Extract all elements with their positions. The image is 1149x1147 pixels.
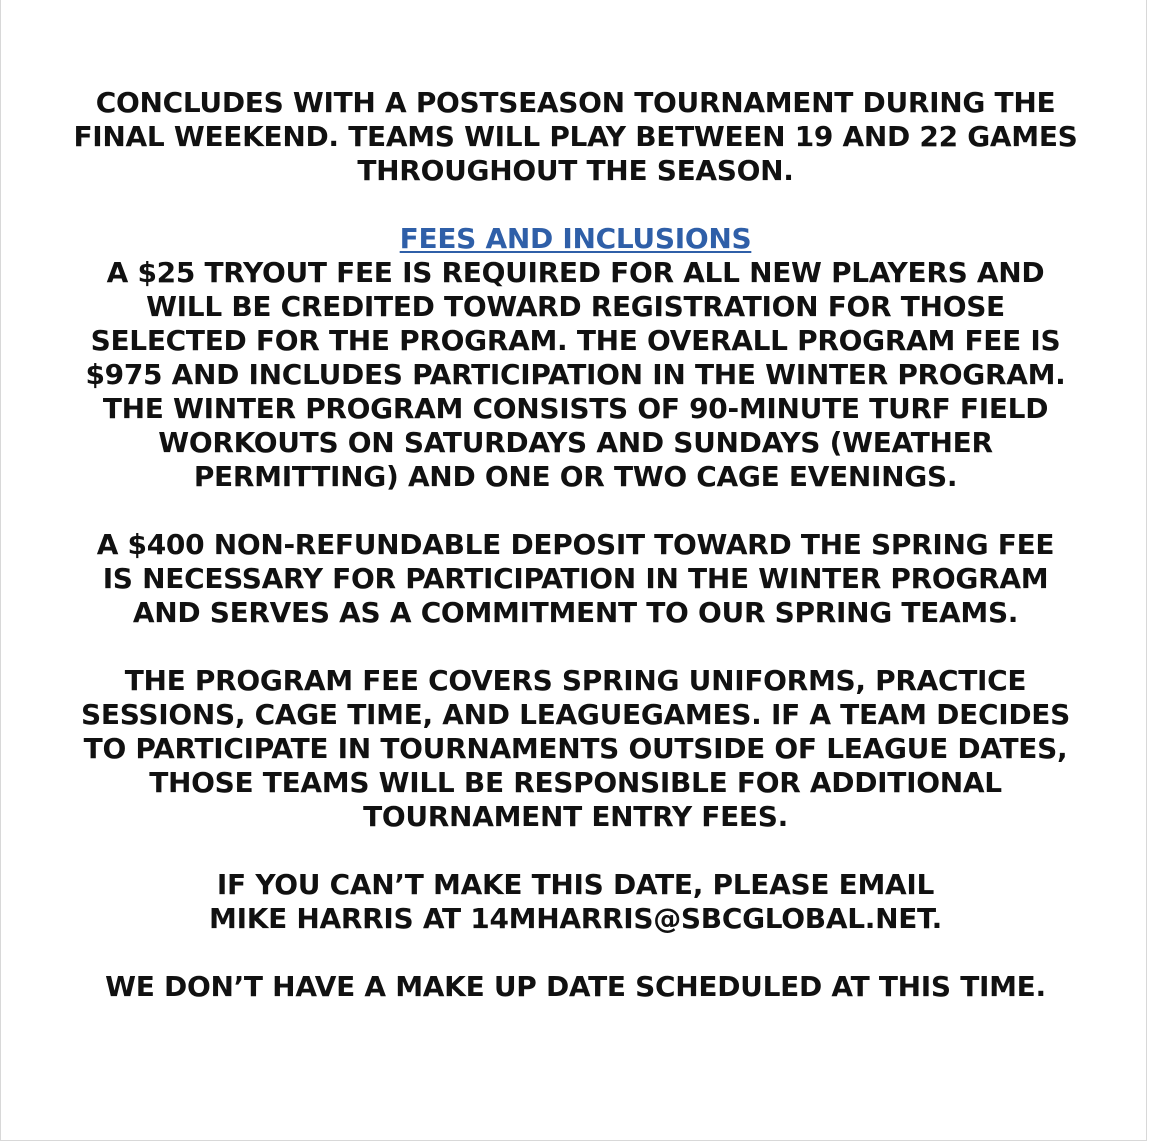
coverage-paragraph	[1, 664, 1149, 834]
document-body	[1, 86, 1149, 1038]
coverage-line: TOURNAMENT ENTRY FEES.	[363, 800, 788, 833]
makeup-line: WE DON’T HAVE A MAKE UP DATE SCHEDULED AT THIS TIME.	[105, 970, 1046, 1003]
contact-paragraph	[1, 868, 1149, 936]
intro-line: THROUGHOUT THE SEASON.	[357, 154, 794, 187]
intro-paragraph	[1, 86, 1149, 188]
fees-line: $975 AND INCLUDES PARTICIPATION IN THE WINTER PROGRAM.	[85, 358, 1066, 391]
deposit-line: A $400 NON-REFUNDABLE DEPOSIT TOWARD THE SPRING FEE	[96, 528, 1055, 561]
fees-line: THE WINTER PROGRAM CONSISTS OF 90-MINUTE TURF FIELD	[102, 392, 1049, 425]
coverage-line: TO PARTICIPATE IN TOURNAMENTS OUTSIDE OF LEAGUE DATES,	[83, 732, 1068, 765]
coverage-line: THOSE TEAMS WILL BE RESPONSIBLE FOR ADDITIONAL	[149, 766, 1002, 799]
intro-line: FINAL WEEKEND. TEAMS WILL PLAY BETWEEN 19 AND 22 GAMES	[73, 120, 1078, 153]
coverage-line: THE PROGRAM FEE COVERS SPRING UNIFORMS, PRACTICE	[124, 664, 1027, 697]
deposit-line: IS NECESSARY FOR PARTICIPATION IN THE WINTER PROGRAM	[102, 562, 1049, 595]
contact-line: IF YOU CAN’T MAKE THIS DATE, PLEASE EMAIL	[216, 868, 935, 901]
makeup-paragraph	[1, 970, 1149, 1004]
fees-section	[1, 222, 1149, 494]
fees-line: WILL BE CREDITED TOWARD REGISTRATION FOR THOSE	[146, 290, 1005, 323]
coverage-line: SESSIONS, CAGE TIME, AND LEAGUEGAMES. IF A TEAM DECIDES	[81, 698, 1070, 731]
contact-line: MIKE HARRIS AT 14MHARRIS@SBCGLOBAL.NET.	[209, 902, 942, 935]
intro-line: CONCLUDES WITH A POSTSEASON TOURNAMENT DURING THE	[95, 86, 1056, 119]
fees-line: WORKOUTS ON SATURDAYS AND SUNDAYS (WEATHER	[158, 426, 993, 459]
deposit-line: AND SERVES AS A COMMITMENT TO OUR SPRING TEAMS.	[132, 596, 1019, 629]
fees-line: A $25 TRYOUT FEE IS REQUIRED FOR ALL NEW PLAYERS AND	[106, 256, 1045, 289]
fees-and-inclusions-heading-link[interactable]: FEES AND INCLUSIONS	[399, 222, 752, 255]
fees-line: PERMITTING) AND ONE OR TWO CAGE EVENINGS.	[193, 460, 958, 493]
deposit-paragraph	[1, 528, 1149, 630]
fees-line: SELECTED FOR THE PROGRAM. THE OVERALL PROGRAM FEE IS	[90, 324, 1061, 357]
